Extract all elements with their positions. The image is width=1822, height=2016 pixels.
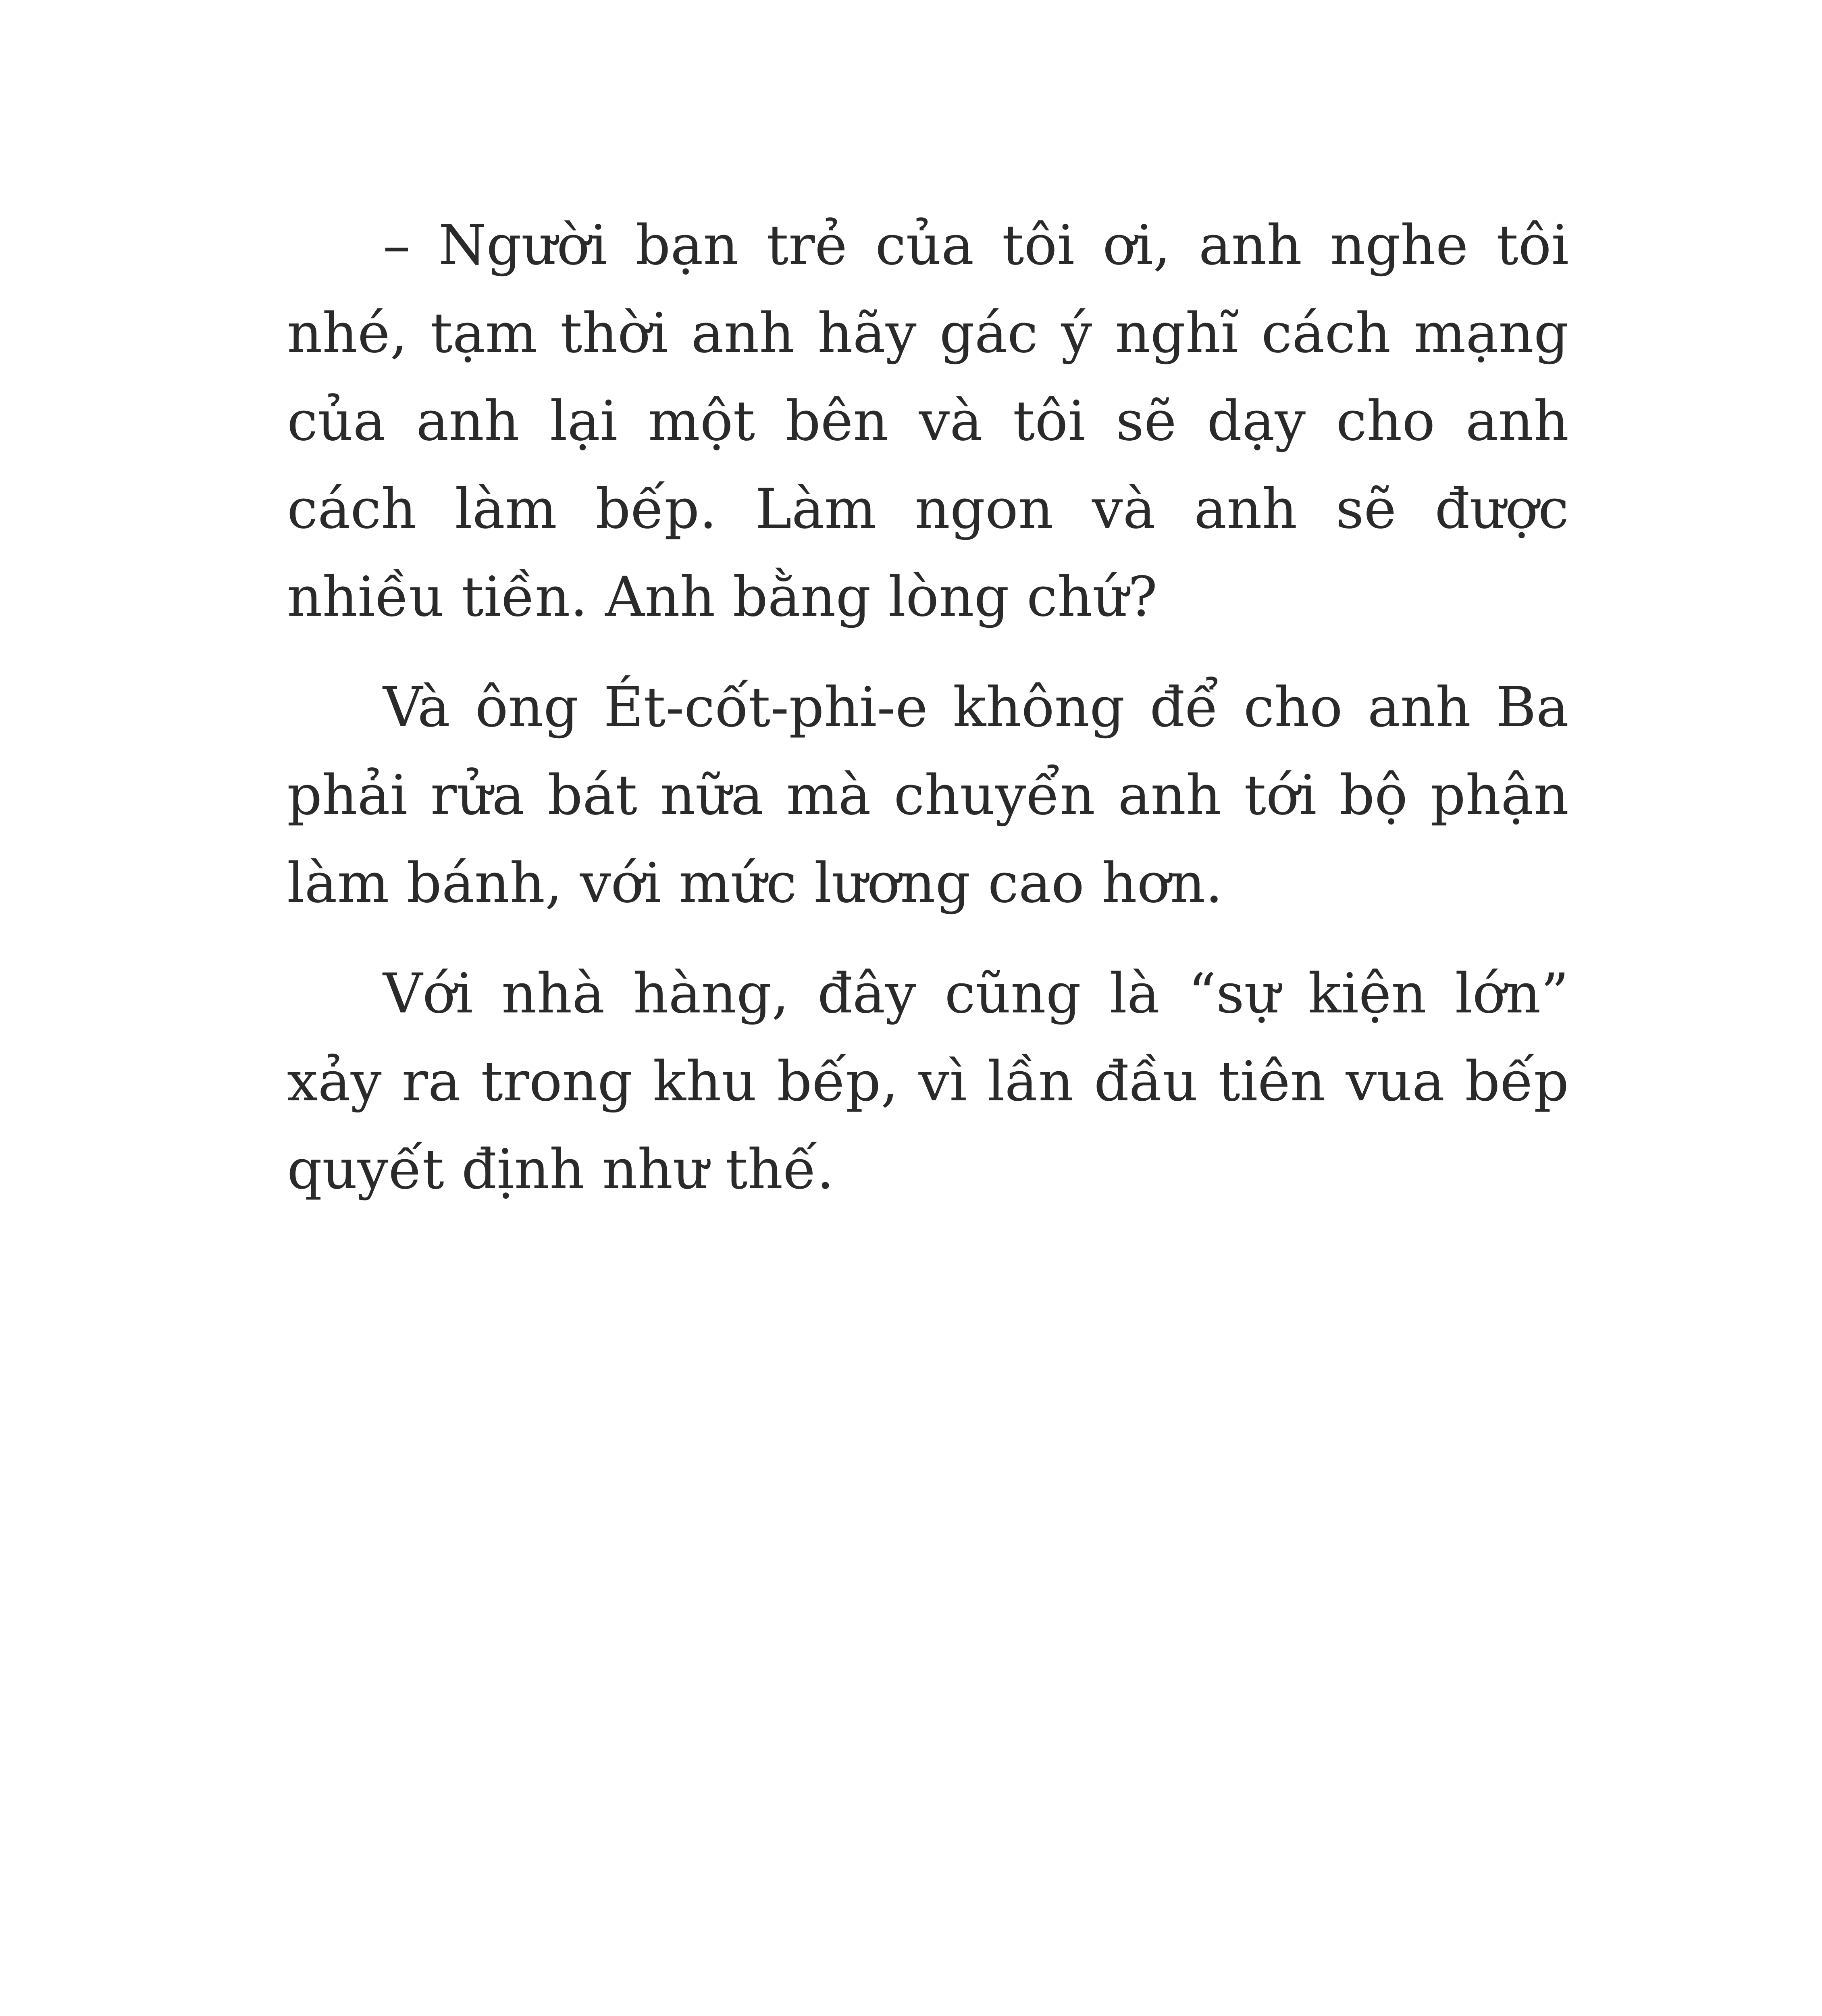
paragraph-1: – Người bạn trẻ của tôi ơi, anh nghe tôi nhé, tạm thời anh hãy gác ý nghĩ cách mạng của anh lại một bên và tôi sẽ dạy cho anh cách làm bếp. Làm ngon và anh sẽ được nhiều tiền. Anh bằng lòng chứ? <box>287 214 1569 629</box>
paragraph-2: Và ông Ét-cốt-phi-e không để cho anh Ba phải rửa bát nữa mà chuyển anh tới bộ phận làm bánh, với mức lương cao hơn. <box>287 676 1569 915</box>
paragraph-3: Với nhà hàng, đây cũng là “sự kiện lớn” xảy ra trong khu bếp, vì lần đầu tiên vua bếp quyết định như thế. <box>287 962 1569 1202</box>
body-text <box>287 202 1569 1236</box>
